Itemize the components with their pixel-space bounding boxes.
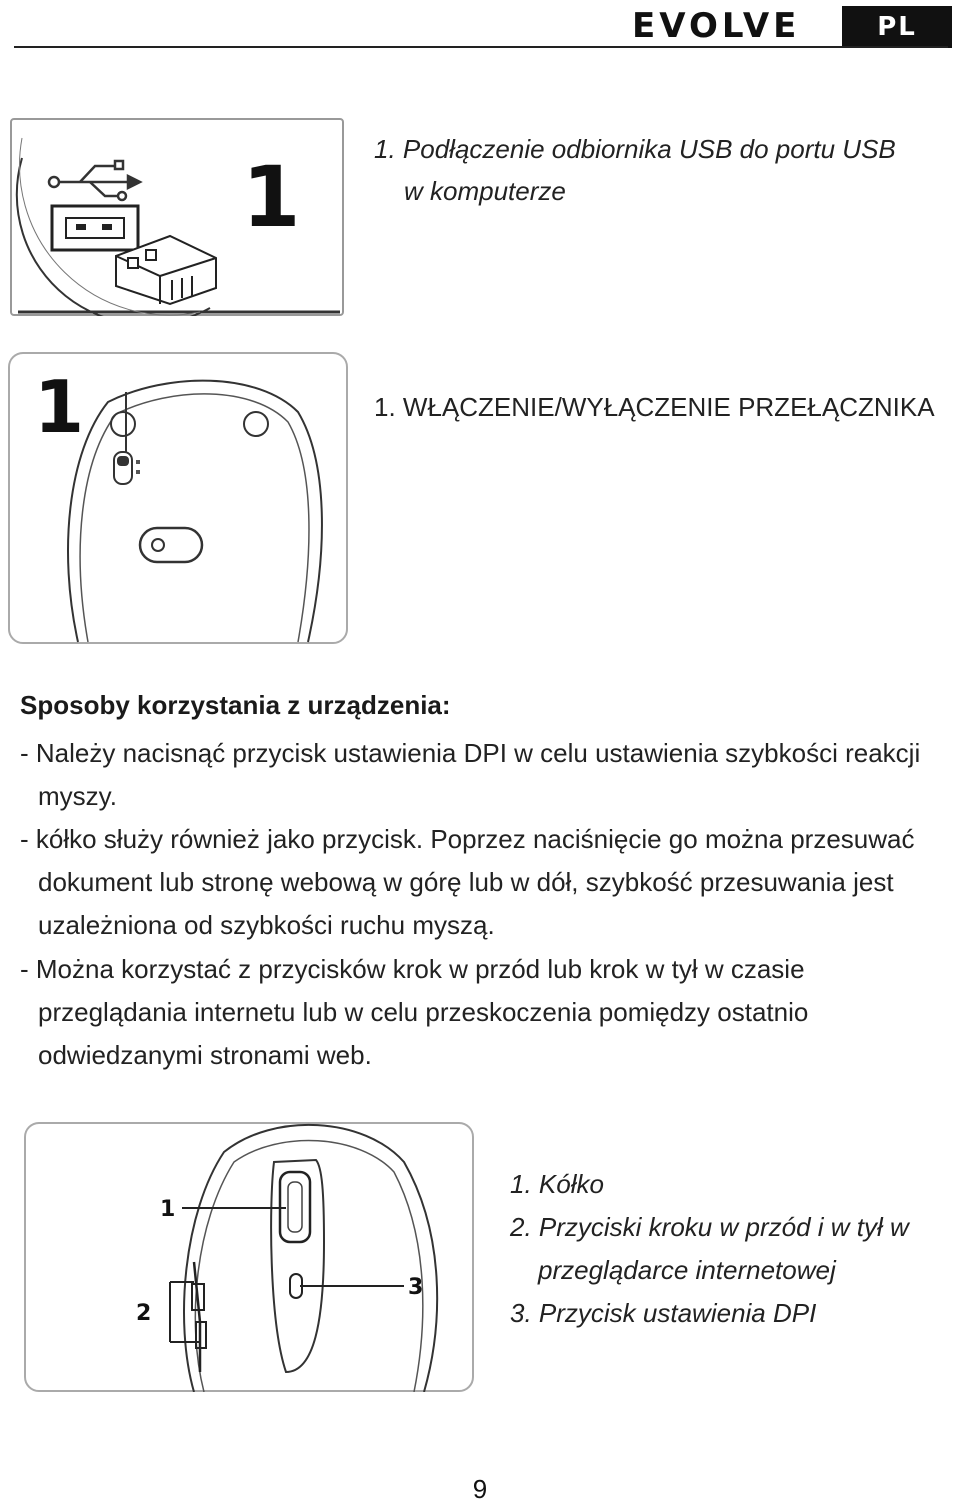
mouse-legend	[510, 1163, 909, 1335]
mouse-switch-figure	[8, 352, 348, 644]
svg-text:2: 2	[136, 1301, 152, 1326]
usage-item-wheel: - kółko służy również jako przycisk. Poprzez naciśnięcie go można przesuwać dokument lub stronę webową w górę lub w dół, szybkość przesuwania jest uzależniona od szybkości ruchu myszą.	[20, 824, 915, 940]
page-number: 9	[472, 1474, 488, 1504]
language-badge: PL	[842, 6, 952, 48]
usb-receiver-figure	[10, 118, 344, 316]
brand-logo: EVOLVE	[632, 6, 801, 46]
usage-item-dpi: - Należy nacisnąć przycisk ustawienia DPI w celu ustawienia szybkości reakcji myszy.	[20, 738, 921, 811]
legend-item-dpi: 3. Przycisk ustawienia DPI	[510, 1298, 817, 1328]
step2-caption: 1. WŁĄCZENIE/WYŁĄCZENIE PRZEŁĄCZNIKA	[374, 392, 935, 422]
step1-caption: 1. Podłączenie odbiornika USB do portu USB w komputerze	[374, 134, 896, 206]
header-rule	[14, 46, 948, 48]
svg-text:3: 3	[408, 1275, 424, 1300]
figure-number-label: 1	[242, 148, 301, 246]
svg-text:1: 1	[34, 365, 85, 449]
legend-item-nav-buttons: 2. Przyciski kroku w przód i w tył w	[510, 1212, 909, 1242]
usage-title: Sposoby korzystania z urządzenia:	[20, 690, 451, 720]
legend-item-nav-buttons-cont: przeglądarce internetowej	[538, 1255, 836, 1285]
usage-item-navigation: - Można korzystać z przycisków krok w przód lub krok w tył w czasie przeglądania internetu lub w celu przeskoczenia pomiędzy ostatnio odwiedzanymi stronami web.	[20, 954, 809, 1070]
svg-text:1: 1	[160, 1197, 176, 1222]
mouse-top-figure	[24, 1122, 474, 1392]
legend-item-wheel: 1. Kółko	[510, 1169, 604, 1199]
